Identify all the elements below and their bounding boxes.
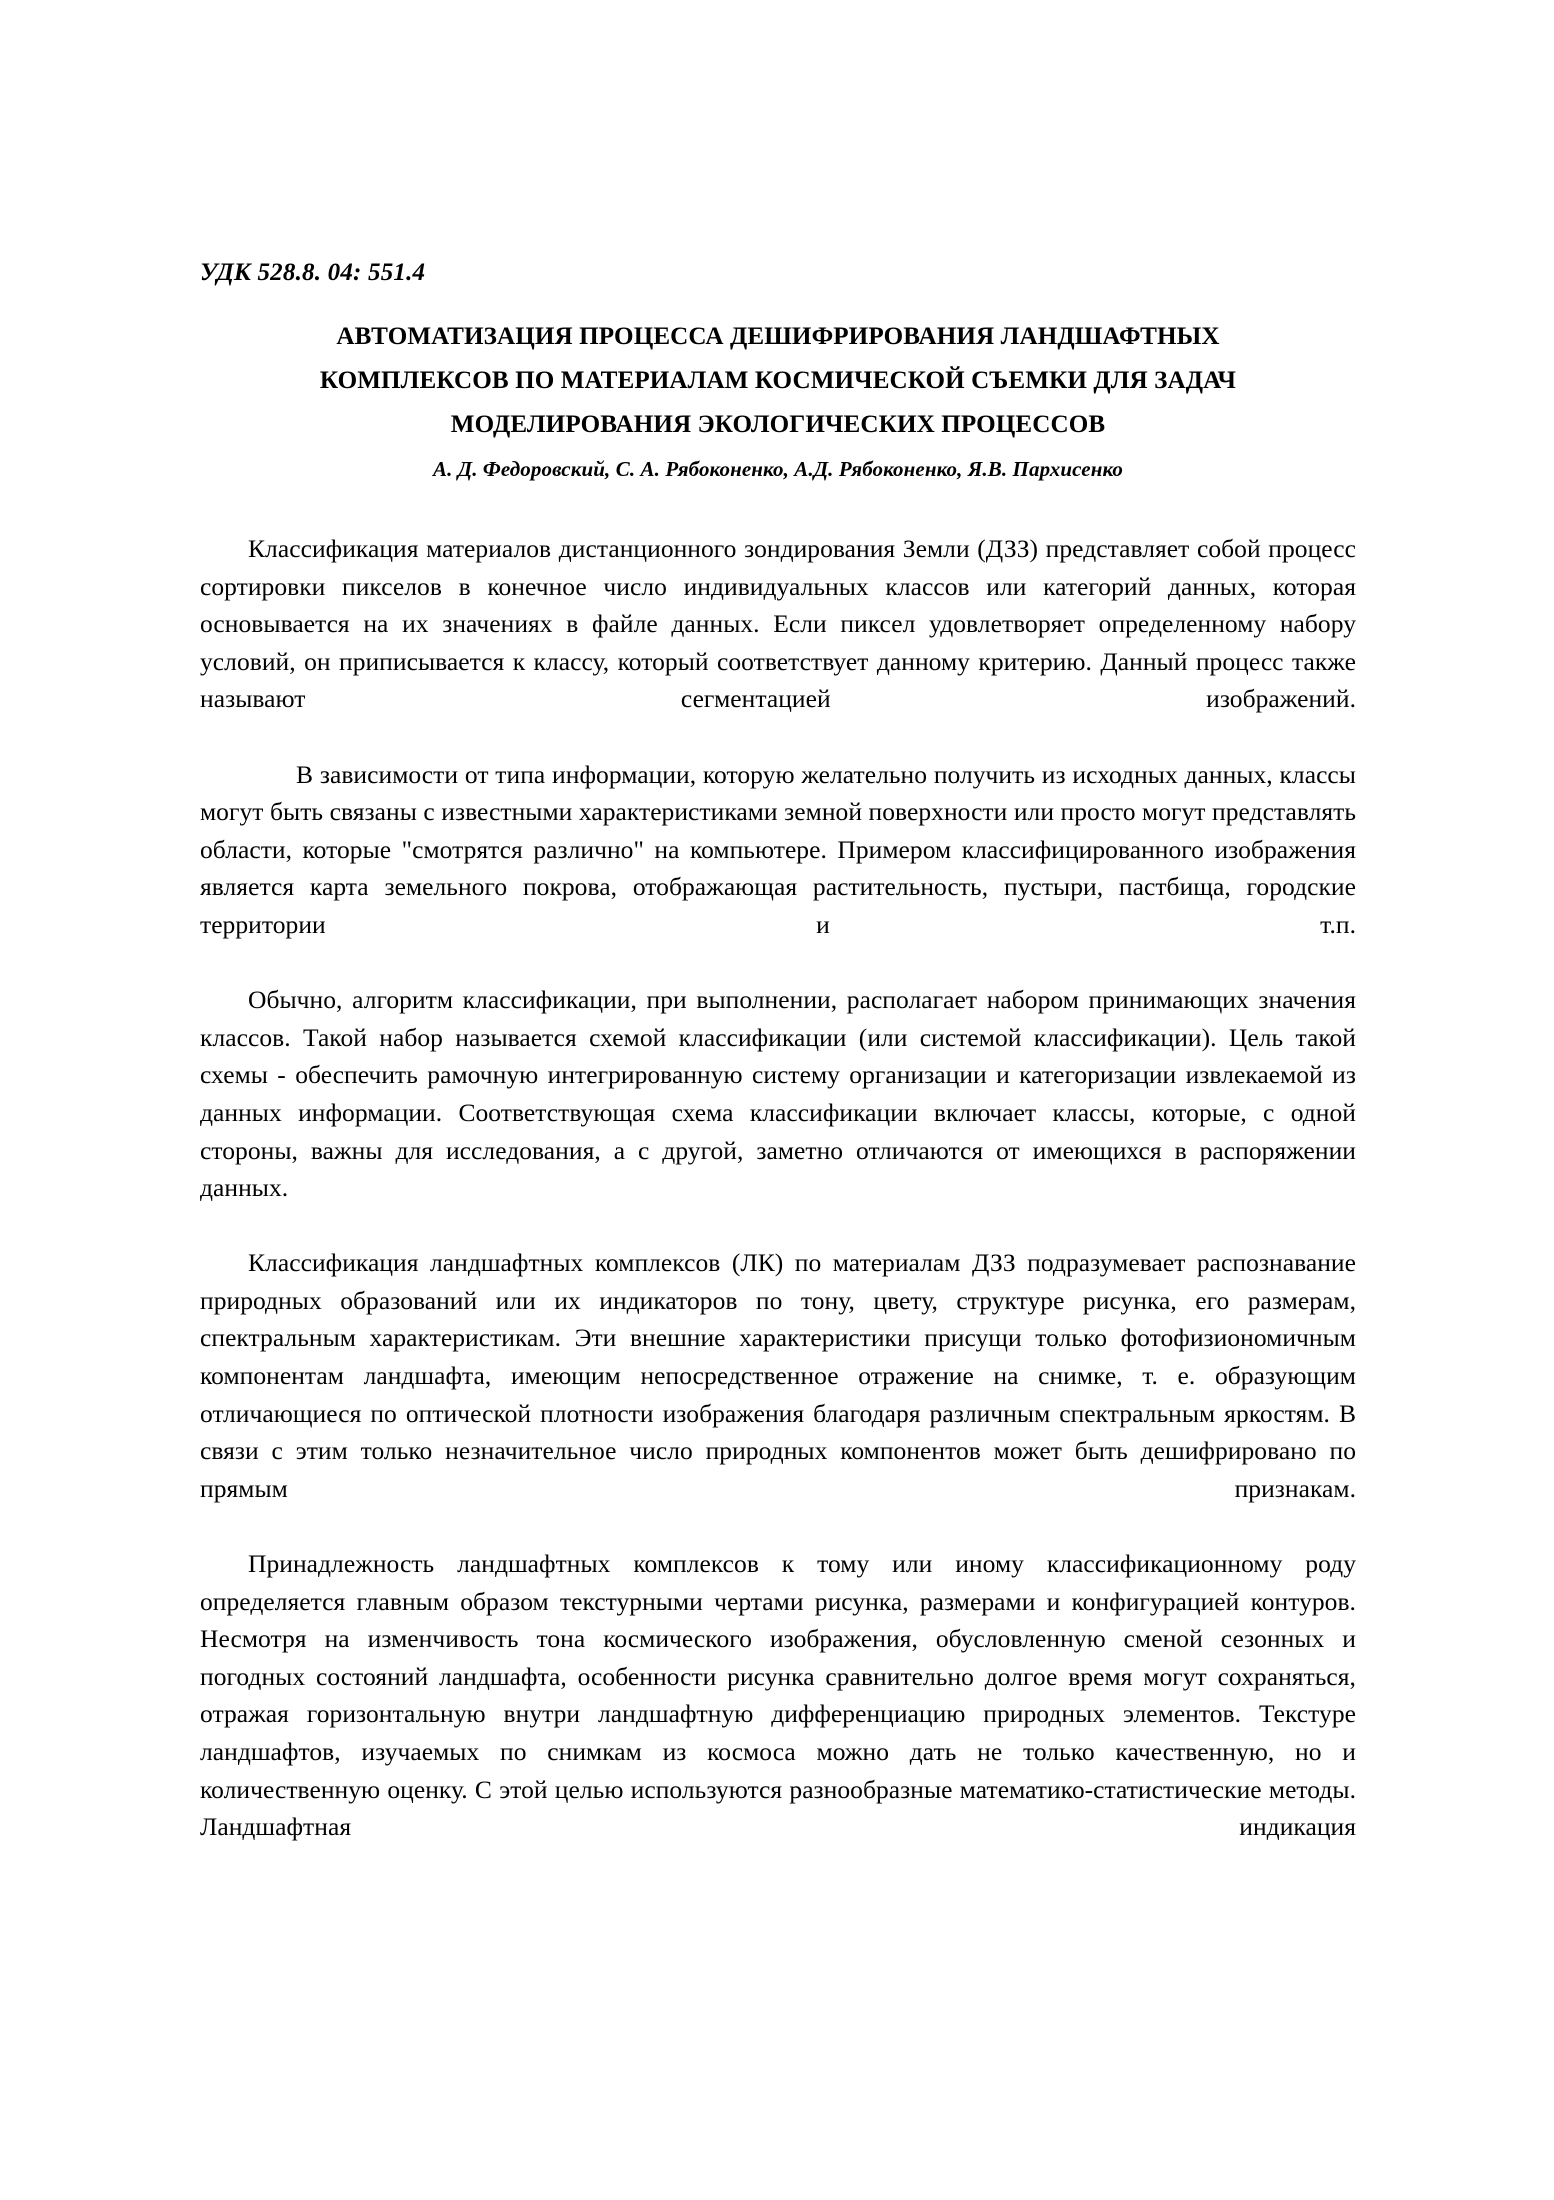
- udk-classification-line: УДК 528.8. 04: 551.4: [200, 259, 426, 286]
- article-title-line-3: МОДЕЛИРОВАНИЯ ЭКОЛОГИЧЕСКИХ ПРОЦЕССОВ: [450, 409, 1106, 438]
- article-body: [200, 530, 1356, 1883]
- body-paragraph-2: В зависимости от типа информации, которую желательно получить из исходных данных, классы могут быть связаны с известными характеристиками земной поверхности или просто могут представлять области, которые "смотрятся различно" на компьютере. Примером классифицированного изображения является карта земельного покрова, отображающая растительность, пустыри, пастбища, городские территории и т.п.: [200, 759, 1356, 939]
- body-paragraph-1: Классификация материалов дистанционного зондирования Земли (ДЗЗ) представляет собой процесс сортировки пикселов в конечное число индивидуальных классов или категорий данных, которая основывается на их значениях в файле данных. Если пиксел удовлетворяет определенному набору условий, он приписывается к классу, который соответствует данному критерию. Данный процесс также называют сегментацией изображений.: [200, 534, 1356, 714]
- body-paragraph-5: Принадлежность ландшафтных комплексов к тому или иному классификационному роду определяется главным образом текстурными чертами рисунка, размерами и конфигурацией контуров. Несмотря на изменчивость тона космического изображения, обусловленную сменой сезонных и погодных состояний ландшафта, особенности рисунка сравнительно долгое время могут сохраняться, отражая горизонтальную внутри ландшафтную дифференциацию природных элементов. Текстуре ландшафтов, изучаемых по снимкам из космоса можно дать не только качественную, но и количественную оценку. С этой целью используются разнообразные математико-статистические методы. Ландшафтная индикация: [200, 1549, 1356, 1842]
- article-title-line-1: АВТОМАТИЗАЦИЯ ПРОЦЕССА ДЕШИФРИРОВАНИЯ ЛАНДШАФТНЫХ: [336, 321, 1220, 350]
- body-paragraph-4: Классификация ландшафтных комплексов (ЛК) по материалам ДЗЗ подразумевает распознавание природных образований или их индикаторов по тону, цвету, структуре рисунка, его размерам, спектральным характеристикам. Эти внешние характеристики присущи только фотофизиономичным компонентам ландшафта, имеющим непосредственное отражение на снимке, т. е. образующим отличающиеся по оптической плотности изображения благодаря различным спектральным яркостям. В связи с этим только незначительное число природных компонентов может быть дешифрировано по прямым признакам.: [200, 1248, 1356, 1503]
- page-content: [200, 258, 1356, 1883]
- body-paragraph-3: Обычно, алгоритм классификации, при выполнении, располагает набором принимающих значения классов. Такой набор называется схемой классификации (или системой классификации). Цель такой схемы - обеспечить рамочную интегрированную систему организации и категоризации извлекаемой из данных информации. Соответствующая схема классификации включает классы, которые, с одной стороны, важны для исследования, а с другой, заметно отличаются от имеющихся в распоряжении данных.: [200, 985, 1356, 1203]
- article-title: [200, 314, 1356, 446]
- article-title-line-2: КОМПЛЕКСОВ ПО МАТЕРИАЛАМ КОСМИЧЕСКОЙ СЪЕМКИ ДЛЯ ЗАДАЧ: [319, 365, 1237, 394]
- authors-line: А. Д. Федоровский, С. А. Рябоконенко, А.Д. Рябоконенко, Я.В. Пархисенко: [432, 457, 1124, 481]
